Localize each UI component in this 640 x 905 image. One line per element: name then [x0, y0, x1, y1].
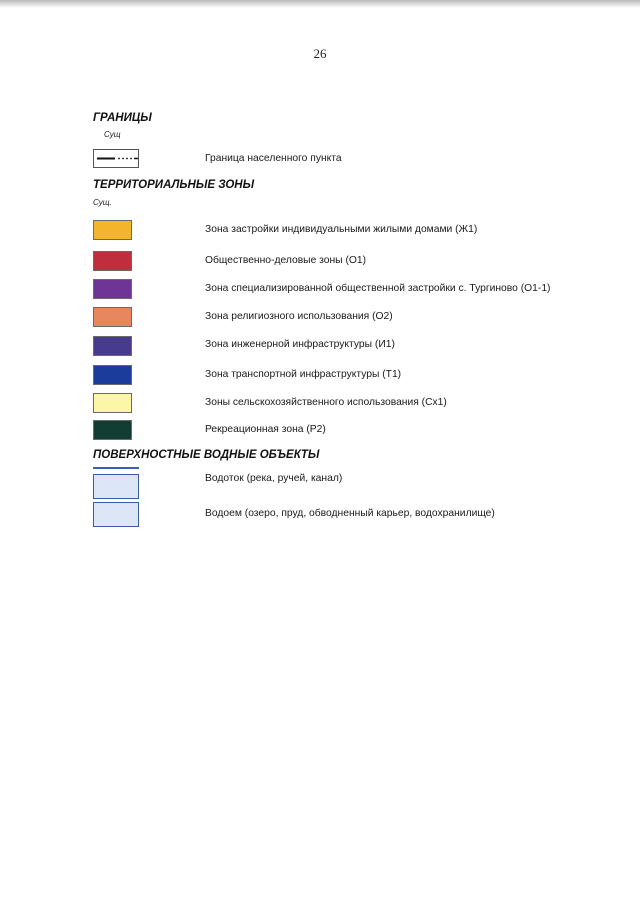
page-number: 26 [313, 46, 327, 61]
legend-label-waterbody: Водоем (озеро, пруд, обводненный карьер, водохранилище) [205, 508, 495, 519]
swatch-o1-1 [93, 279, 132, 299]
legend-label-o1-1: Зона специализированной общественной застройки с. Тургиново (О1-1) [205, 283, 551, 294]
legend-label-t1: Зона транспортной инфраструктуры (Т1) [205, 369, 402, 380]
legend-label-zh1: Зона застройки индивидуальными жилыми домами (Ж1) [205, 224, 478, 235]
swatch-sh1 [93, 393, 132, 413]
legend-label-r2: Рекреационная зона (Р2) [205, 424, 326, 435]
swatch-zh1 [93, 220, 132, 240]
swatch-o2 [93, 307, 132, 327]
legend-label-o1: Общественно-деловые зоны (О1) [205, 255, 367, 266]
swatch-r2 [93, 420, 132, 440]
zones-heading: ТЕРРИТОРИАЛЬНЫЕ ЗОНЫ [93, 179, 255, 191]
swatch-waterbody [93, 502, 139, 527]
scan-top-shadow [0, 0, 640, 8]
swatch-t1 [93, 365, 132, 385]
legend-label-sh1: Зоны сельскохозяйственного использования (Сх1) [205, 397, 447, 408]
swatch-i1 [93, 336, 132, 356]
zones-existing-label: Сущ. [93, 198, 112, 207]
legend-label-i1: Зона инженерной инфраструктуры (И1) [205, 339, 395, 350]
boundaries-heading: ГРАНИЦЫ [93, 112, 152, 124]
watercourse-line-symbol [93, 467, 139, 469]
legend-label-settlement-boundary: Граница населенного пункта [205, 153, 342, 164]
legend-label-watercourse: Водоток (река, ручей, канал) [205, 473, 343, 484]
boundaries-existing-label: Сущ [104, 130, 121, 139]
settlement-boundary-symbol [93, 149, 139, 168]
swatch-watercourse [93, 474, 139, 499]
legend-label-o2: Зона религиозного использования (О2) [205, 311, 393, 322]
swatch-o1 [93, 251, 132, 271]
water-heading: ПОВЕРХНОСТНЫЕ ВОДНЫЕ ОБЪЕКТЫ [93, 449, 320, 461]
